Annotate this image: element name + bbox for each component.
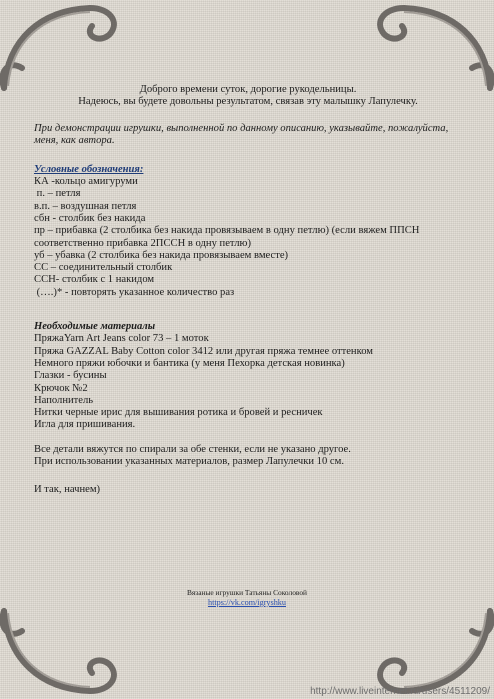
- legend-item: пр – прибавка (2 столбика без накида провязываем в одну петлю) (если вяжем ППСН соответственно прибавка 2ПССН в одну петлю): [34, 225, 423, 249]
- material-item: Крючок №2: [34, 382, 88, 394]
- footer-author: Вязаные игрушки Татьяны Соколовой: [186, 588, 308, 597]
- greeting-line-2: Надеюсь, вы будете довольны результатом, связав эту малышку Лапулечку.: [78, 96, 418, 108]
- materials-list: [34, 333, 462, 431]
- watermark-url: http://www.liveinternet.ru/users/4511209/: [310, 686, 490, 697]
- material-item: Немного пряжи юбочки и бантика (у меня Пехорка детская новинка): [34, 357, 345, 369]
- material-item: Нитки черные ирис для вышивания ротика и бровей и ресничек: [34, 407, 323, 419]
- material-item: Игла для пришивания.: [34, 419, 136, 431]
- start-line: И так, начнем): [34, 484, 101, 496]
- footer: [0, 588, 494, 608]
- legend-item: ССН- столбик с 1 накидом: [34, 274, 155, 286]
- legend-item: сбн - столбик без накида: [34, 212, 146, 224]
- corner-ornament-bottom-right: [364, 604, 494, 699]
- legend-item: (….)* - повторять указанное количество раз: [34, 286, 235, 298]
- material-item: ПряжаYarn Art Jeans color 73 – 1 моток: [34, 333, 209, 345]
- greeting-line-1: Доброго времени суток, дорогие рукодельницы.: [139, 84, 357, 95]
- legend-item: в.п. – воздушная петля: [34, 200, 137, 212]
- pattern-page: [34, 84, 462, 497]
- legend-item: уб – убавка (2 столбика без накида провязываем вместе): [34, 249, 289, 261]
- legend-list: [34, 176, 462, 299]
- material-item: Глазки - бусины: [34, 370, 107, 382]
- materials-title: Необходимые материалы: [34, 321, 156, 333]
- material-item: Наполнитель: [34, 394, 94, 406]
- info-line-2: При использовании указанных материалов, размер Лапулечки 10 см.: [34, 456, 344, 468]
- legend-item: КА -кольцо амигуруми: [34, 176, 138, 188]
- legend-item: СС – соединительный столбик: [34, 262, 173, 274]
- corner-ornament-top-left: [0, 0, 130, 95]
- legend-item: п. – петля: [34, 188, 81, 200]
- info-line-1: Все детали вяжутся по спирали за обе стенки, если не указано другое.: [34, 443, 351, 455]
- corner-ornament-bottom-left: [0, 604, 130, 699]
- legend-title: Условные обозначения:: [34, 163, 144, 175]
- footer-link[interactable]: https://vk.com/igryshku: [207, 598, 286, 607]
- corner-ornament-top-right: [364, 0, 494, 95]
- author-note: При демонстрации игрушки, выполненной по данному описанию, указывайте, пожалуйста, меня, как автора.: [34, 122, 449, 147]
- material-item: Пряжа GAZZAL Baby Cotton color 3412 или другая пряжа темнее оттенком: [34, 345, 374, 357]
